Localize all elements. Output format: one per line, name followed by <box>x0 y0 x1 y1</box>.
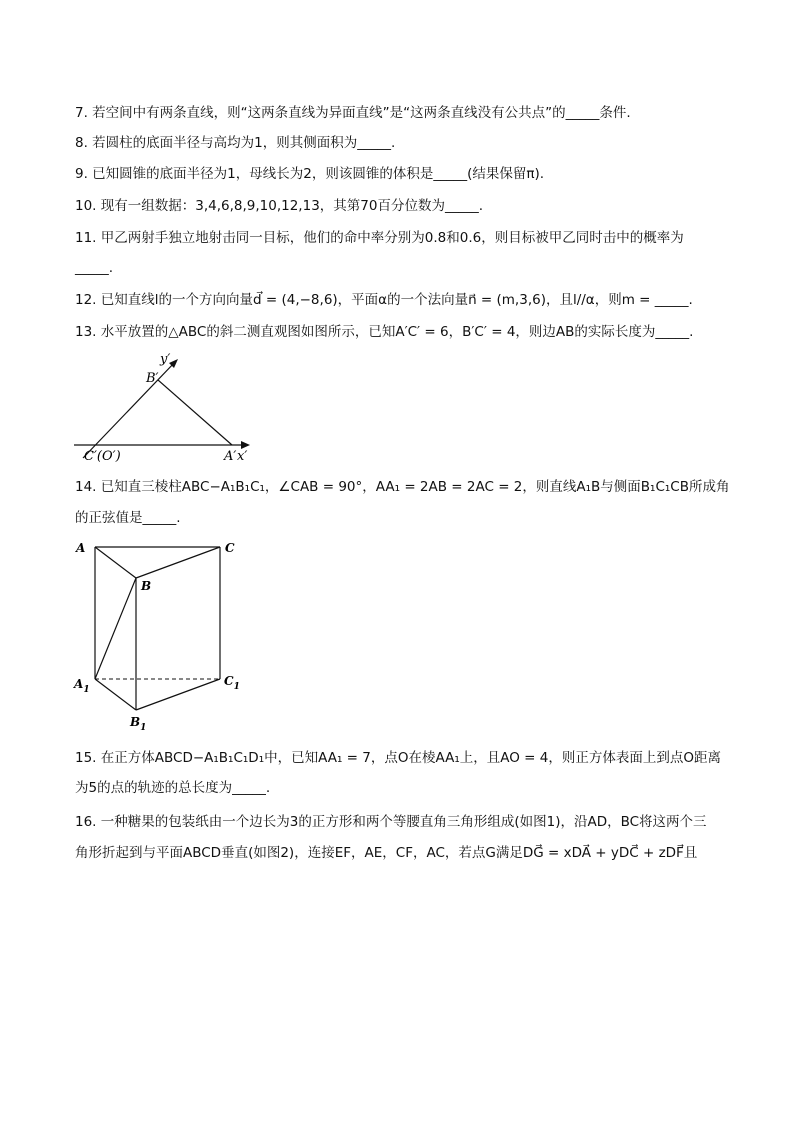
question-16-line1: 16. 一种糖果的包装纸由一个边长为3的正方形和两个等腰直角三角形组成(如图1)，沿AD，BC将这两个三 <box>75 814 707 830</box>
label-b1: $B_1$ <box>130 715 147 733</box>
question-15-line1: 15. 在正方体ABCD−A₁B₁C₁D₁中，已知AA₁ = 7，点O在棱AA₁上，且AO = 4，则正方体表面上到点O距离 <box>75 750 721 766</box>
label-a1: $A_1$ <box>74 677 90 695</box>
edge-b1-c1 <box>136 679 220 710</box>
x-axis-arrow <box>241 441 250 449</box>
label-b-prime: B′ <box>146 371 159 386</box>
label-c: C <box>225 541 235 555</box>
question-9: 9. 已知圆锥的底面半径为1，母线长为2，则该圆锥的体积是_____(结果保留π). <box>75 166 545 182</box>
edge-a-b <box>95 547 136 578</box>
edge-a1-b1 <box>95 679 136 710</box>
label-y-prime: y′ <box>160 352 171 367</box>
label-b: B <box>141 579 152 593</box>
question-11-line1: 11. 甲乙两射手独立地射击同一目标，他们的命中率分别为0.8和0.6，则目标被甲乙同时击中的概率为 <box>75 230 684 246</box>
question-12: 12. 已知直线l的一个方向向量d⃗ = (4,−8,6)，平面α的一个法向量n⃗ = (m,3,6)，且l//α，则m = _____. <box>75 292 693 308</box>
question-16-line2: 角形折起到与平面ABCD垂直(如图2)，连接EF，AE，CF，AC，若点G满足DG⃗ = xDA⃗ + yDC⃗ + zDF⃗且 <box>75 845 698 861</box>
question-15-line2: 为5的点的轨迹的总长度为_____. <box>75 780 271 796</box>
figure-13-oblique-view <box>70 348 260 466</box>
question-8: 8. 若圆柱的底面半径与高均为1，则其侧面积为_____. <box>75 135 396 151</box>
segment-a1-b <box>95 578 136 679</box>
question-10: 10. 现有一组数据：3,4,6,8,9,10,12,13，其第70百分位数为_____. <box>75 198 483 214</box>
edge-b-c <box>136 547 220 578</box>
figure-14-prism <box>68 536 258 736</box>
label-a-prime: A′ <box>224 449 237 464</box>
question-13: 13. 水平放置的△ABC的斜二测直观图如图所示，已知A′C′ = 6，B′C′ = 4，则边AB的实际长度为_____. <box>75 324 694 340</box>
segment-b-a <box>158 380 232 445</box>
question-14-line1: 14. 已知直三棱柱ABC−A₁B₁C₁，∠CAB = 90°，AA₁ = 2AB = 2AC = 2，则直线A₁B与侧面B₁C₁CB所成角 <box>75 479 730 495</box>
question-7: 7. 若空间中有两条直线，则“这两条直线为异面直线”是“这两条直线没有公共点”的_____条件. <box>75 105 631 121</box>
label-c-o-prime: C′(O′) <box>84 449 121 464</box>
question-14-line2: 的正弦值是_____. <box>75 510 181 526</box>
label-x-prime: x′ <box>237 449 248 464</box>
label-c1: $C_1$ <box>224 674 240 692</box>
question-11-line2: _____. <box>75 260 114 276</box>
y-axis <box>83 361 176 458</box>
label-a: A <box>76 541 86 555</box>
